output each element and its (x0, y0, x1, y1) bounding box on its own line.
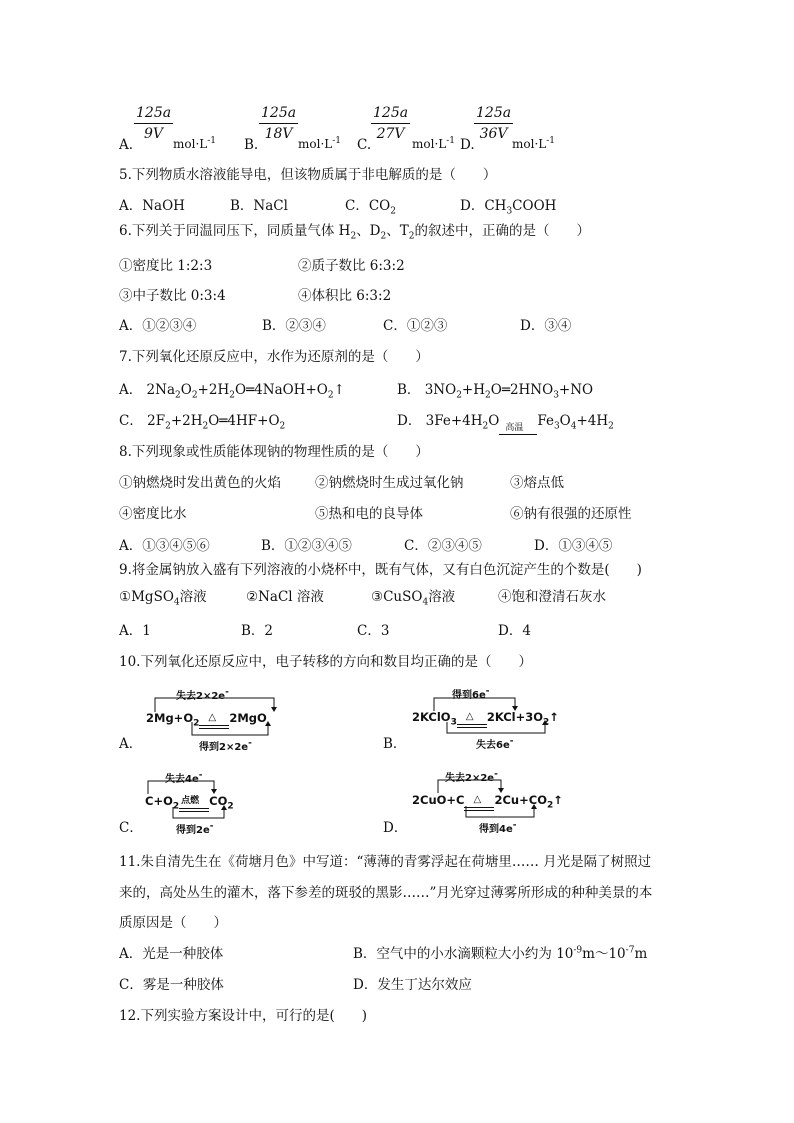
q10-d-label: D． (383, 820, 408, 836)
q8-option-d: D．①③④⑤ (534, 538, 613, 554)
q7-d-condition: 高温 (505, 423, 524, 433)
q10-c-equation: $C+O_2$ 点燃 $CO_2$ (145, 794, 234, 812)
q11-line-3: 质原因是（ ） (119, 915, 227, 931)
q10-a-bottom-label: 得到2×2e- (199, 738, 252, 753)
q10-c-label: C． (119, 820, 143, 836)
q10-stem: 10.下列氧化还原反应中，电子转移的方向和数目均正确的是（ ） (119, 654, 532, 670)
q9-option-c: C．3 (357, 623, 390, 639)
q6-statement-3: ③中子数比 0:3:4 (119, 288, 226, 304)
q4-option-c-fraction: $\frac{125a}{27V}$ (373, 105, 409, 142)
q11-option-b: B．空气中的小水滴颗粒大小约为 $10^{-9}m\sim 10^{-7}m$ (353, 945, 648, 962)
q4-option-c-unit: $mol\cdot L^{-1}$ (412, 136, 456, 151)
q12-stem: 12.下列实验方案设计中，可行的是( ) (119, 1008, 368, 1024)
q8-statement-3: ③熔点低 (510, 475, 564, 491)
q11-option-a: A．光是一种胶体 (119, 946, 224, 962)
q6-option-b: B．②③④ (262, 318, 326, 334)
q7-option-c: C． $2F_2+2H_2O═4HF+O_2$ (119, 413, 286, 432)
q6-statement-1: ①密度比 1:2:3 (119, 258, 213, 274)
q5-option-c: C．$CO_2$ (345, 198, 396, 217)
q10-b-top-label: 得到6e- (452, 686, 490, 701)
q4-option-b-fraction: $\frac{125a}{18V}$ (261, 105, 297, 142)
q10-b-label: B． (383, 736, 407, 752)
q5-option-d: D．$CH_3COOH$ (460, 198, 557, 217)
q6-statement-4: ④体积比 6:3:2 (298, 288, 392, 304)
q10-a-equation: $2Mg+O_2$ △ 2MgO (146, 711, 267, 729)
q10-b-bottom-label: 失去6e- (476, 736, 514, 751)
q11-line-2: 来的，高处丛生的灌木，落下参差的斑驳的黑影……”月光穿过薄雾所形成的种种美景的本 (119, 885, 653, 901)
q10-a-top-label: 失去2×2e- (176, 687, 229, 702)
q8-statement-4: ④密度比水 (119, 506, 187, 522)
q8-statement-6: ⑥钠有很强的还原性 (510, 506, 632, 522)
q5-option-b: B．NaCl (230, 198, 288, 214)
q4-option-d-fraction: $\frac{125a}{36V}$ (476, 105, 512, 142)
q10-a-label: A． (119, 736, 143, 752)
q7-option-b: B． $3NO_2+H_2O═2HNO_3+NO$ (397, 382, 594, 401)
q8-stem: 8.下列现象或性质能体现钠的物理性质的是（ ） (119, 444, 429, 460)
q7-option-a: A． $2Na_2O_2+2H_2O═4NaOH+O_2↑$ (119, 382, 345, 401)
q11-option-c: C．雾是一种胶体 (119, 977, 224, 993)
q4-option-a-unit: $mol\cdot L^{-1}$ (173, 136, 217, 151)
q4-option-b-label: B. (244, 137, 259, 153)
q8-statement-1: ①钠燃烧时发出黄色的火焰 (119, 475, 281, 491)
q10-d-top-label: 失去2×2e- (445, 769, 498, 784)
q4-option-d-unit: $mol\cdot L^{-1}$ (512, 136, 556, 151)
q9-stem: 9.将金属钠放入盛有下列溶液的小烧杯中，既有气体，又有白色沉淀产生的个数是( ) (119, 562, 642, 578)
q8-statement-2: ②钠燃烧时生成过氧化钠 (315, 475, 464, 491)
q8-statement-5: ⑤热和电的良导体 (315, 506, 423, 522)
q9-option-d: D．4 (498, 623, 531, 639)
q8-option-c: C．②③④⑤ (404, 538, 482, 554)
q10-c-condition: 点燃 (181, 796, 200, 806)
q5-option-a: A．NaOH (119, 198, 185, 214)
q4-option-b-unit: $mol\cdot L^{-1}$ (298, 136, 342, 151)
q4-option-c-label: C. (357, 137, 372, 153)
q10-d-bottom-label: 得到4e- (479, 820, 517, 835)
q9-statement-1: ①MgSO$_4$溶液 (119, 589, 207, 608)
q11-option-d: D．发生丁达尔效应 (353, 977, 472, 993)
q7-stem: 7.下列氧化还原反应中，水作为还原剂的是（ ） (119, 349, 429, 365)
q9-statement-3: ③CuSO$_4$溶液 (371, 589, 456, 608)
q5-stem: 5.下列物质水溶液能导电，但该物质属于非电解质的是（ ） (119, 167, 497, 183)
q6-statement-2: ②质子数比 6:3:2 (298, 258, 405, 274)
q6-option-d: D．③④ (520, 318, 572, 334)
q6-option-c: C．①②③ (383, 318, 448, 334)
q10-c-bottom-label: 得到2e- (176, 821, 214, 836)
q7-option-d: D． $3Fe+4H_2O$ 高温 $Fe_3O_4+4H_2$ (397, 412, 614, 430)
q9-option-a: A．1 (119, 623, 151, 639)
q4-option-a-fraction: $\frac{125a}{9V}$ (136, 105, 172, 142)
q6-stem: 6.下列关于同温同压下，同质量气体 $H_2$、$D_2$、$T_2$的叙述中，正确的是（ ） (119, 223, 590, 242)
q10-b-equation: 2KClO$_3$ △ $2KCl+3O_2↑$ (412, 710, 559, 728)
q8-option-b: B．①②③④⑤ (261, 538, 352, 554)
q10-d-equation: 2CuO+C △ $2Cu+CO_2↑$ (412, 793, 563, 811)
q9-statement-2: ②NaCl 溶液 (246, 589, 324, 605)
q8-option-a: A．①③④⑤⑥ (119, 538, 210, 554)
q4-option-a-label: A. (119, 137, 134, 153)
q11-line-1: 11.朱自清先生在《荷塘月色》中写道：“薄薄的青雾浮起在荷塘里…… 月光是隔了树照过 (119, 854, 652, 870)
q4-option-d-label: D. (460, 137, 475, 153)
q6-option-a: A．①②③④ (119, 318, 197, 334)
q10-c-top-label: 失去4e- (165, 770, 203, 785)
q9-statement-4: ④饱和澄清石灰水 (498, 589, 606, 605)
q9-option-b: B．2 (241, 623, 274, 639)
